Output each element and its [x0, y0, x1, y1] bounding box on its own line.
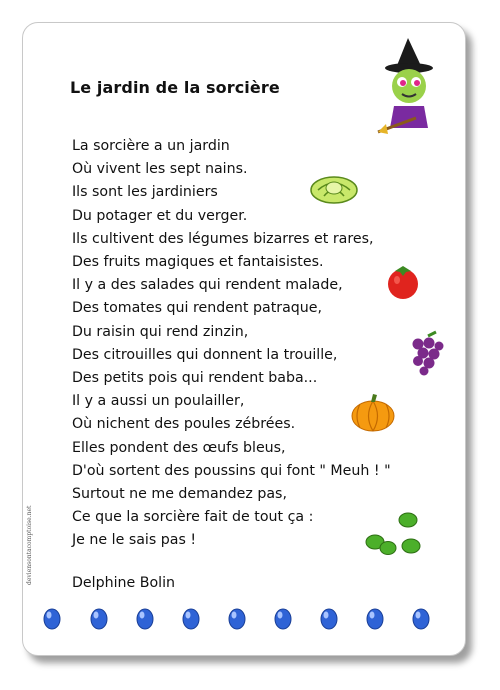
website-credit	[24, 495, 38, 585]
blue-egg-icon	[228, 608, 246, 630]
website-credit-text: deviensontacomptoise.net	[26, 505, 33, 585]
blue-egg-icon	[320, 608, 338, 630]
witch-icon	[376, 36, 440, 136]
poem-line: Des fruits magiques et fantaisistes.	[72, 254, 324, 271]
poem-line: D'où sortent des poussins qui font " Meuh ! "	[72, 462, 391, 479]
blue-egg-icon	[136, 608, 154, 630]
poem-line: Je ne le sais pas !	[72, 532, 197, 549]
poem-line: Où vivent les sept nains.	[72, 161, 248, 178]
blue-egg-icon	[182, 608, 200, 630]
poem-line: Elles pondent des œufs bleus,	[72, 439, 286, 456]
poem-line: Ils cultivent des légumes bizarres et rares,	[72, 230, 374, 247]
poem-line: Du potager et du verger.	[72, 207, 248, 224]
blue-egg-icon	[43, 608, 61, 630]
poem-line: Des petits pois qui rendent baba...	[72, 370, 318, 387]
tomato-icon	[386, 262, 420, 300]
blue-egg-icon	[412, 608, 430, 630]
grapes-icon	[408, 330, 444, 376]
poem-title: Le jardin de la sorcière	[70, 78, 280, 97]
lettuce-icon	[308, 172, 360, 206]
blue-egg-icon	[274, 608, 292, 630]
poem-line: Où nichent des poules zébrées.	[72, 416, 296, 433]
poem-line: Il y a des salades qui rendent malade,	[72, 277, 343, 294]
poem-line: Ce que la sorcière fait de tout ça :	[72, 509, 314, 526]
egg-row	[40, 608, 450, 632]
peas-icon	[362, 510, 422, 558]
poem-line: Surtout ne me demandez pas,	[72, 486, 287, 503]
poem-line: Ils sont les jardiniers	[72, 184, 218, 201]
poem-line: Des tomates qui rendent patraque,	[72, 300, 323, 317]
poem-author: Delphine Bolin	[72, 575, 176, 591]
blue-egg-icon	[90, 608, 108, 630]
poem-line: Du raisin qui rend zinzin,	[72, 323, 249, 340]
blue-egg-icon	[366, 608, 384, 630]
poem-line: Il y a aussi un poulailler,	[72, 393, 245, 410]
poem-line: La sorcière a un jardin	[72, 138, 230, 154]
poem-line: Des citrouilles qui donnent la trouille,	[72, 346, 338, 363]
pumpkin-icon	[350, 392, 396, 432]
